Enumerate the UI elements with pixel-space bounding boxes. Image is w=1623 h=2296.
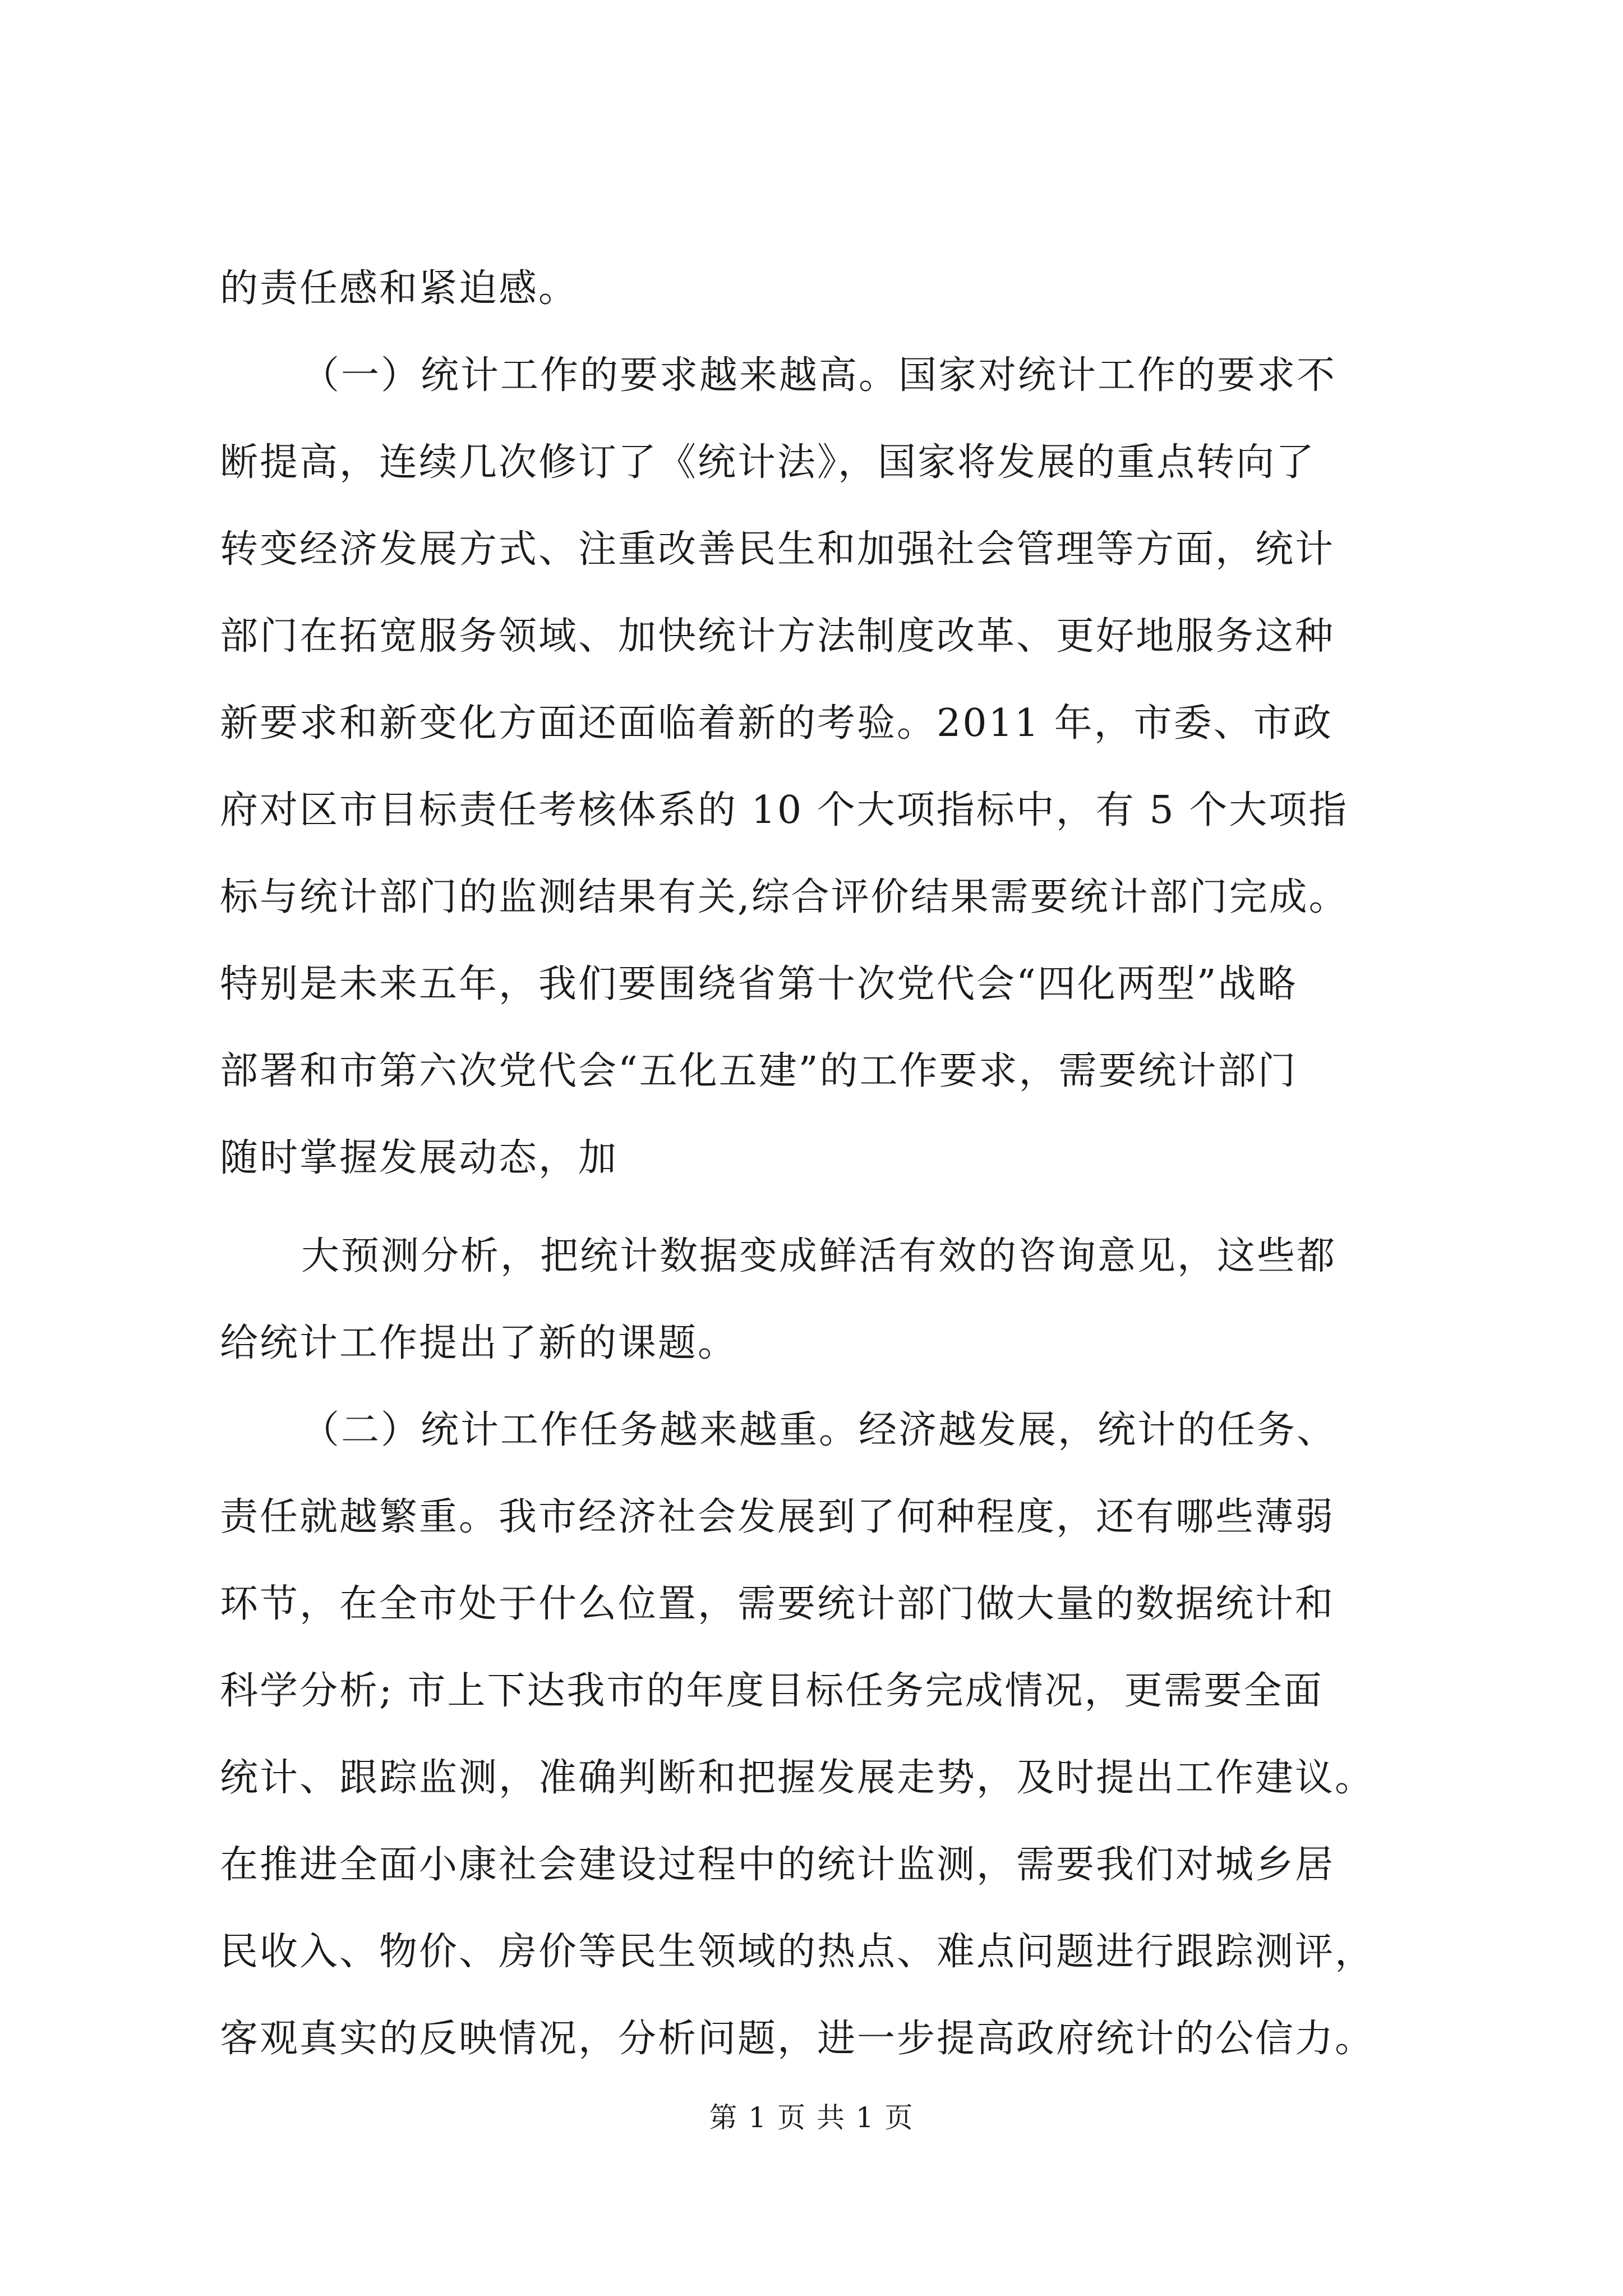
page-footer: 第 1 页 共 1 页 bbox=[709, 2101, 914, 2134]
text-line: 统计、跟踪监测，准确判断和把握发展走势，及时提出工作建议。 bbox=[220, 1756, 1375, 1800]
text-line: 客观真实的反映情况，分析问题，进一步提高政府统计的公信力。 bbox=[220, 2017, 1375, 2061]
text-line: 给统计工作提出了新的课题。 bbox=[220, 1321, 738, 1365]
text-line: 断提高，连续几次修订了《统计法》，国家将发展的重点转向了 bbox=[220, 440, 1316, 485]
text-line: 随时掌握发展动态，加 bbox=[220, 1136, 619, 1180]
text-line: （一）统计工作的要求越来越高。国家对统计工作的要求不 bbox=[301, 353, 1337, 398]
text-line: 特别是未来五年，我们要围绕省第十次党代会“四化两型”战略 bbox=[220, 962, 1298, 1006]
text-line: 民收入、物价、房价等民生领域的热点、难点问题进行跟踪测评， bbox=[220, 1930, 1375, 1974]
text-line: 新要求和新变化方面还面临着新的考验。2011 年，市委、市政 bbox=[220, 701, 1333, 746]
text-line: 在推进全面小康社会建设过程中的统计监测，需要我们对城乡居 bbox=[220, 1843, 1335, 1887]
text-line: 的责任感和紧迫感。 bbox=[220, 266, 579, 311]
text-line: 部署和市第六次党代会“五化五建”的工作要求，需要统计部门 bbox=[220, 1049, 1298, 1093]
text-line: 转变经济发展方式、注重改善民生和加强社会管理等方面，统计 bbox=[220, 527, 1335, 572]
text-line: 标与统计部门的监测结果有关,综合评价结果需要统计部门完成。 bbox=[220, 875, 1349, 919]
text-line: 责任就越繁重。我市经济社会发展到了何种程度，还有哪些薄弱 bbox=[220, 1495, 1335, 1539]
text-line: 府对区市目标责任考核体系的 10 个大项指标中，有 5 个大项指 bbox=[220, 788, 1349, 832]
text-line: 部门在拓宽服务领域、加快统计方法制度改革、更好地服务这种 bbox=[220, 614, 1335, 659]
text-line: 环节，在全市处于什么位置，需要统计部门做大量的数据统计和 bbox=[220, 1582, 1335, 1626]
text-line: 科学分析; 市上下达我市的年度目标任务完成情况，更需要全面 bbox=[220, 1669, 1324, 1713]
text-line: （二）统计工作任务越来越重。经济越发展，统计的任务、 bbox=[301, 1408, 1337, 1452]
text-line: 大预测分析，把统计数据变成鲜活有效的咨询意见，这些都 bbox=[301, 1234, 1337, 1278]
